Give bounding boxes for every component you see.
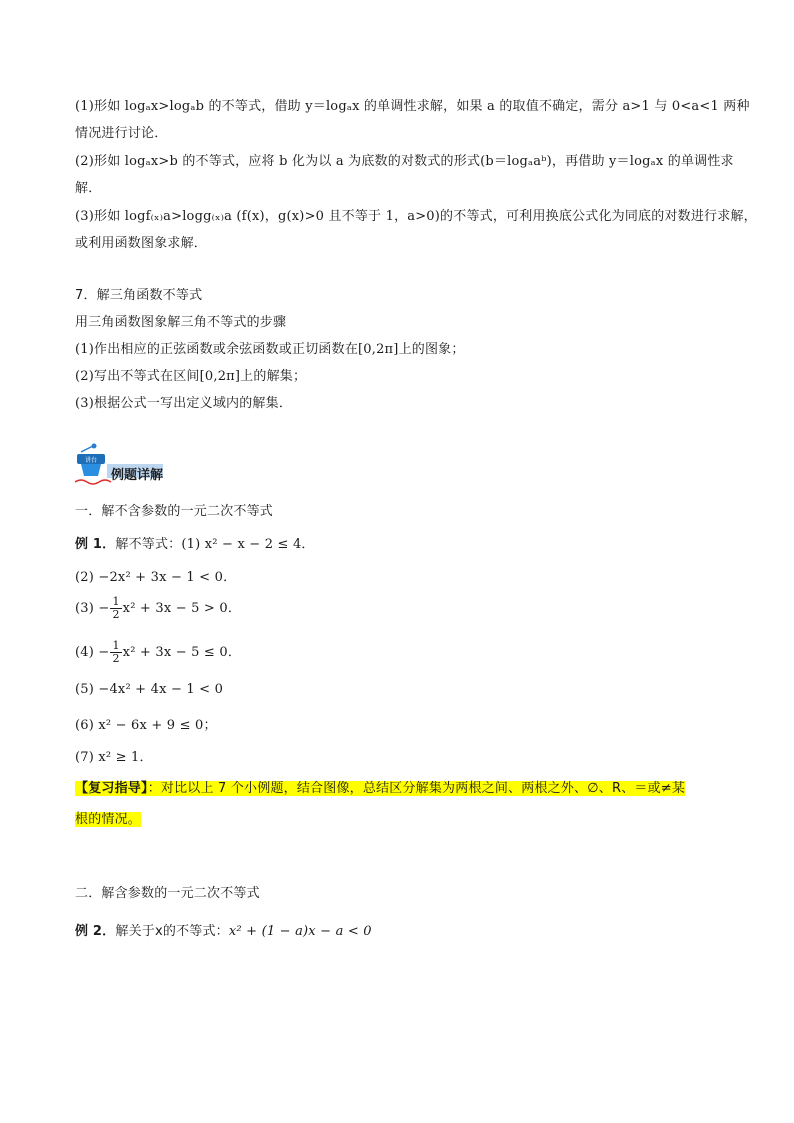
example-1-q4-prefix: (4) −: [75, 645, 110, 660]
fraction-denominator: 2: [112, 652, 120, 665]
log-item-3-line-1: (3)形如 logf₍ₓ₎a>logg₍ₓ₎a (f(x)，g(x)>0 且不等于 1，a>0)的不等式，可利用换底公式化为同底的对数进行求解，: [75, 209, 757, 224]
example-1: [75, 533, 315, 552]
lectern-icon-text: 讲台: [84, 457, 98, 464]
fraction-numerator: 1: [112, 639, 120, 652]
example-1-q4-fraction: [110, 640, 121, 665]
example-1-q2: (2) −2x² + 3x − 1 < 0．: [75, 570, 237, 585]
trig-heading: 7．解三角函数不等式: [75, 288, 203, 303]
log-item-2-line-1: (2)形如 logₐx>b 的不等式，应将 b 化为以 a 为底数的对数式的形式(b＝logₐaᵇ)，再借助 y＝logₐx 的单调性求: [75, 154, 734, 169]
example-1-q3-fraction: [110, 596, 121, 621]
example-1-q4-suffix: x² + 3x − 5 ≤ 0．: [122, 645, 242, 660]
example-1-q5: (5) −4x² + 4x − 1 < 0: [75, 682, 224, 697]
review-guidance-line-2: [75, 808, 141, 827]
log-item-1-line-2: 情况进行讨论．: [75, 126, 168, 141]
review-guidance-text-2: 根的情况。: [75, 812, 142, 827]
example-1-label: 例 1．: [75, 537, 116, 552]
review-guidance-text-1: ：对比以上 7 个小例题，结合图像，总结区分解集为两根之间、两根之外、∅、R、＝或≠某: [147, 781, 686, 796]
fraction-denominator: 2: [112, 608, 120, 621]
example-1-q7: (7) x² ≥ 1．: [75, 750, 153, 765]
review-guidance-label: 【复习指导】: [75, 781, 148, 796]
log-item-2-line-2: 解．: [75, 181, 102, 196]
review-guidance-line-1: [75, 777, 685, 796]
example-2: [75, 920, 372, 939]
example-1-q1: (1) x² − x − 2 ≤ 4．: [181, 537, 315, 552]
fraction-numerator: 1: [112, 595, 120, 608]
example-2-label: 例 2．: [75, 924, 116, 939]
example-1-q6: (6) x² − 6x + 9 ≤ 0；: [75, 718, 217, 733]
example-1-q3-prefix: (3) −: [75, 601, 110, 616]
trig-step-3: (3)根据公式一写出定义域内的解集．: [75, 396, 293, 411]
trig-step-1: (1)作出相应的正弦函数或余弦函数或正切函数在[0,2π]上的图象；: [75, 342, 465, 357]
example-1-prompt: 解不等式：: [115, 537, 182, 552]
example-1-q3: [75, 596, 241, 621]
example-badge-title: 例题详解: [111, 468, 164, 483]
example-2-prompt: 解关于x的不等式：: [115, 924, 229, 939]
example-1-q4: [75, 640, 241, 665]
example-1-q3-suffix: x² + 3x − 5 > 0．: [122, 601, 242, 616]
section-2-heading: 二．解含参数的一元二次不等式: [75, 886, 260, 901]
log-item-1-line-1: (1)形如 logₐx>logₐb 的不等式，借助 y＝logₐx 的单调性求解，如果 a 的取值不确定，需分 a>1 与 0<a<1 两种: [75, 99, 750, 114]
trig-step-2: (2)写出不等式在区间[0,2π]上的解集；: [75, 369, 307, 384]
section-1-heading: 一．解不含参数的一元二次不等式: [75, 504, 274, 519]
example-2-inequality: x² + (1 − a)x − a < 0: [228, 924, 372, 939]
log-item-3-line-2: 或利用函数图象求解．: [75, 236, 208, 251]
example-badge: [75, 442, 205, 486]
trig-subheading: 用三角函数图象解三角不等式的步骤: [75, 315, 287, 330]
